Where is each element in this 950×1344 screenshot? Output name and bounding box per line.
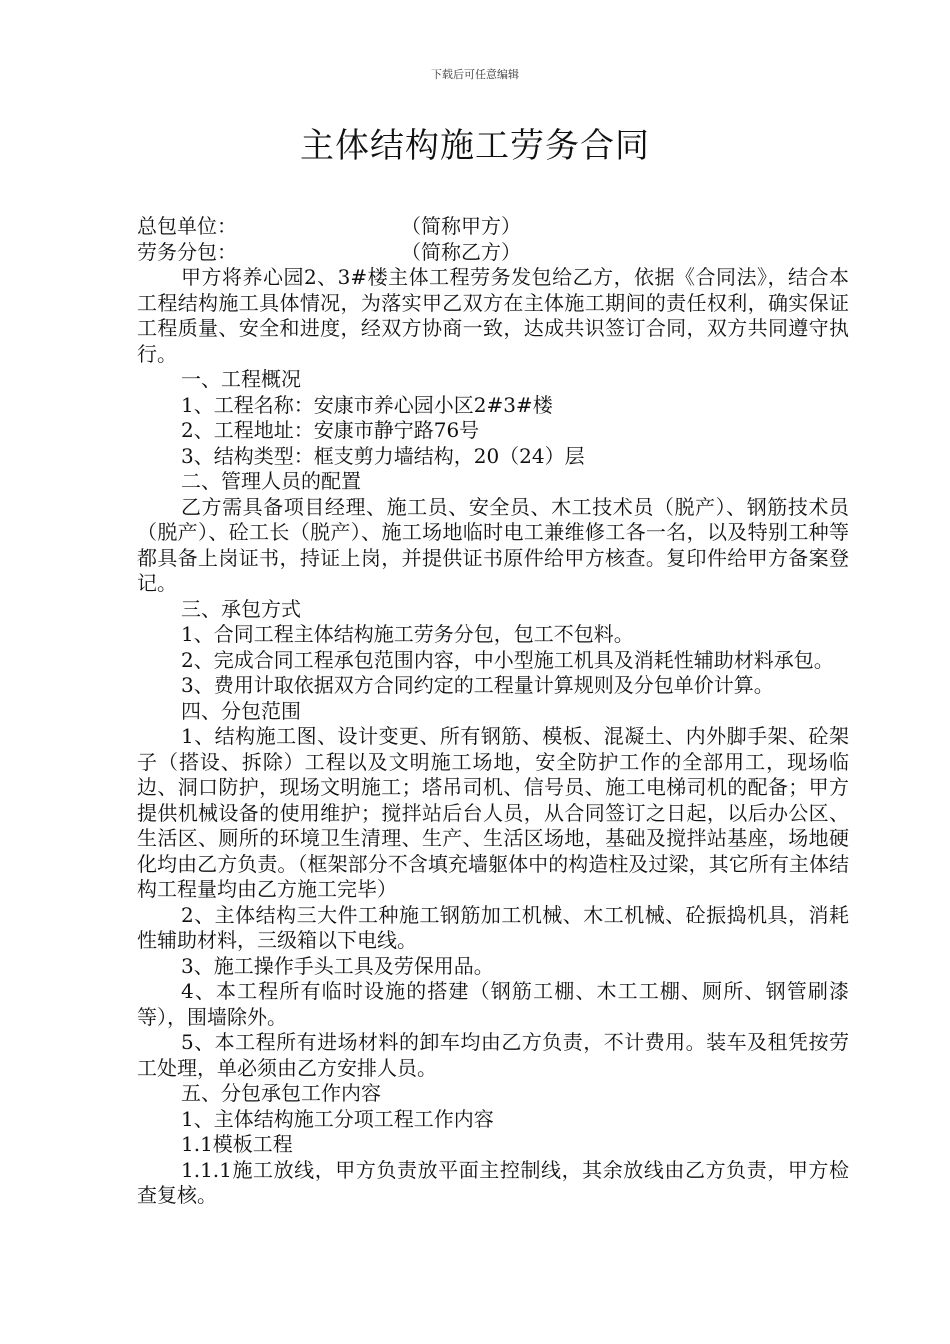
list-item: 1、合同工程主体结构施工劳务分包，包工不包料。 — [181, 622, 634, 646]
party-row-contractor — [137, 214, 849, 240]
party-label: 总包单位： — [137, 214, 237, 238]
party-row-subcontractor — [137, 240, 849, 266]
list-item: 2、完成合同工程承包范围内容，中小型施工机具及消耗性辅助材料承包。 — [181, 647, 834, 672]
section-heading: 二、管理人员的配置 — [181, 469, 361, 493]
list-item: 3、结构类型：框支剪力墙结构，20（24）层 — [181, 443, 585, 468]
list-item: 1、结构施工图、设计变更、所有钢筋、模板、混凝土、内外脚手架、砼架子（搭设、拆除）工程以及文明施工场地，安全防护工作的全部用工，现场临边、洞口防护，现场文明施工；塔吊司机、信号员、施工电梯司机的配备；甲方提供机械设备的使用维护；搅拌站后台人员，从合同签订之日起，以后办公区、生活区、厕所的环境卫生清理、生产、生活区场地，基础及搅拌站基座，场地硬化均由乙方负责。（框架部分不含填充墙躯体中的构造柱及过梁，其它所有主体结构工程量均由乙方施工完毕） — [137, 724, 849, 901]
list-item: 3、费用计取依据双方合同约定的工程量计算规则及分包单价计算。 — [181, 673, 774, 697]
header-note: 下载后可任意编辑 — [431, 68, 519, 81]
subsection-heading: 1.1模板工程 — [181, 1132, 293, 1156]
party-abbr: （简称甲方） — [401, 214, 521, 238]
contract-body — [137, 214, 849, 1209]
intro-paragraph: 甲方将养心园2、3#楼主体工程劳务发包给乙方，依据《合同法》，结合本工程结构施工具体情况，为落实甲乙双方在主体施工期间的责任权利，确实保证工程质量、安全和进度，经双方协商一致，达成共识签订合同，双方共同遵守执行。 — [137, 265, 849, 366]
subsection-heading: 1、主体结构施工分项工程工作内容 — [181, 1106, 494, 1131]
section-heading: 三、承包方式 — [181, 596, 301, 621]
list-item: 1、工程名称：安康市养心园小区2#3#楼 — [181, 392, 553, 417]
paragraph: 1.1.1施工放线，甲方负责放平面主控制线，其余放线由乙方负责，甲方检查复核。 — [137, 1157, 849, 1207]
party-label: 劳务分包： — [137, 239, 237, 264]
section-heading: 五、分包承包工作内容 — [181, 1081, 381, 1105]
document-title: 主体结构施工劳务合同 — [300, 126, 650, 166]
list-item: 3、施工操作手头工具及劳保用品。 — [181, 953, 494, 978]
list-item: 4、本工程所有临时设施的搭建（钢筋工棚、木工工棚、厕所、钢管刷漆等），围墙除外。 — [137, 979, 849, 1029]
party-abbr: （简称乙方） — [401, 239, 521, 264]
paragraph: 乙方需具备项目经理、施工员、安全员、木工技术员（脱产）、钢筋技术员（脱产）、砼工长（脱产）、施工场地临时电工兼维修工各一名，以及特别工种等都具备上岗证书，持证上岗，并提供证书原件给甲方核查。复印件给甲方备案登记。 — [137, 494, 849, 595]
list-item: 2、主体结构三大件工种施工钢筋加工机械、木工机械、砼振捣机具，消耗性辅助材料，三级箱以下电线。 — [137, 902, 849, 952]
list-item: 5、本工程所有进场材料的卸车均由乙方负责，不计费用。装车及租凭按劳工处理，单必须由乙方安排人员。 — [137, 1030, 849, 1080]
section-heading: 一、工程概况 — [181, 367, 301, 391]
section-heading: 四、分包范围 — [181, 698, 301, 723]
list-item: 2、工程地址：安康市静宁路76号 — [181, 418, 480, 442]
